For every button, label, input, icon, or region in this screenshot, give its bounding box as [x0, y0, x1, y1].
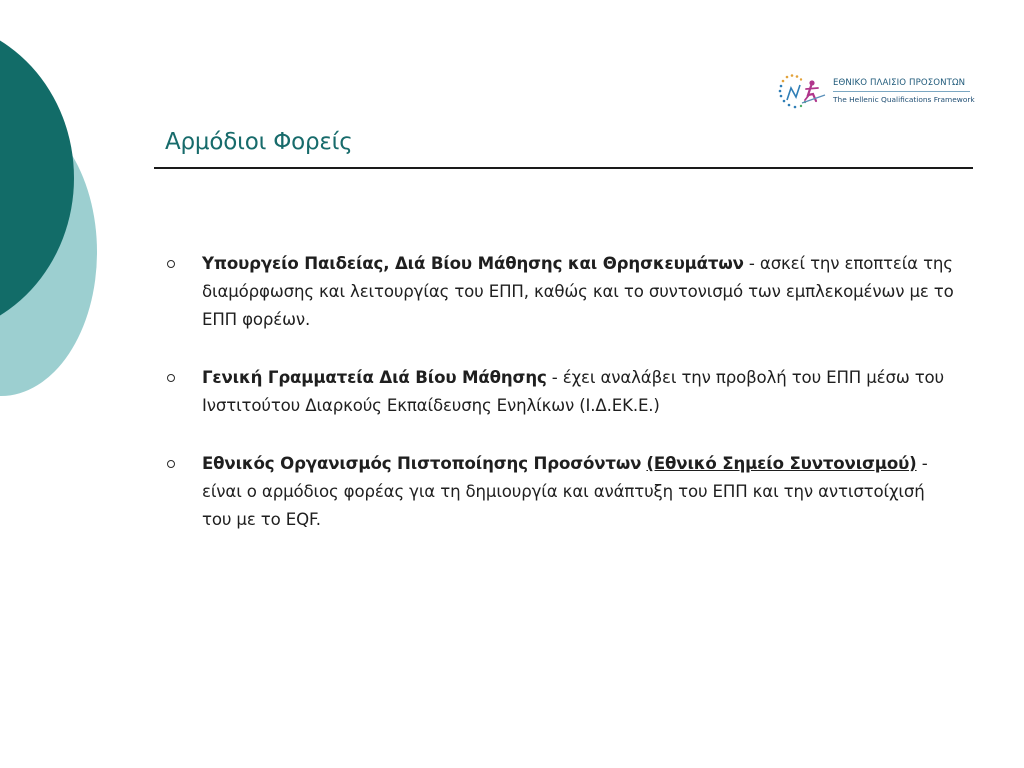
bullet-list — [165, 250, 955, 534]
title-underline — [154, 167, 973, 169]
logo-title: ΕΘΝΙΚΟ ΠΛΑΙΣΙΟ ΠΡΟΣΟΝΤΩΝ — [833, 78, 966, 88]
logo-divider — [833, 91, 970, 92]
bullet-org-name: Υπουργείο Παιδείας, Διά Βίου Μάθησης και Θρησκευμάτων — [202, 254, 744, 273]
national-coordination-point-link[interactable]: (Εθνικό Σημείο Συντονισμού) — [646, 454, 917, 473]
slide-title: Αρμόδιοι Φορείς — [165, 129, 353, 155]
hollow-circle-bullet-icon — [167, 374, 175, 382]
bullet-org-name: Γενική Γραμματεία Διά Βίου Μάθησης — [202, 368, 547, 387]
qualifications-framework-logo-icon — [778, 73, 828, 113]
bullet-item-eoppep — [165, 450, 955, 534]
bullet-description: - είναι ο αρμόδιος φορέας για τη δημιουργία και ανάπτυξη του ΕΠΠ και την αντιστοίχισή του με το EQF. — [202, 454, 928, 529]
bullet-description: - έχει αναλάβει την προβολή του ΕΠΠ μέσω του Ινστιτούτου Διαρκούς Εκπαίδευσης Ενηλίκων (Ι.Δ.ΕΚ.Ε.) — [202, 368, 945, 415]
bullet-description: - ασκεί την εποπτεία της διαμόρφωσης και λειτουργίας του ΕΠΠ, καθώς και το συντονισμό των εμπλεκομένων με το ΕΠΠ φορέων. — [202, 254, 954, 329]
bullet-item-ministry — [165, 250, 955, 334]
hollow-circle-bullet-icon — [167, 260, 175, 268]
bullet-item-general-secretariat — [165, 364, 955, 420]
bullet-org-name: Εθνικός Οργανισμός Πιστοποίησης Προσόντων — [202, 454, 642, 473]
hollow-circle-bullet-icon — [167, 460, 175, 468]
hqf-logo — [778, 73, 978, 113]
logo-subtitle: The Hellenic Qualifications Framework — [833, 95, 975, 104]
